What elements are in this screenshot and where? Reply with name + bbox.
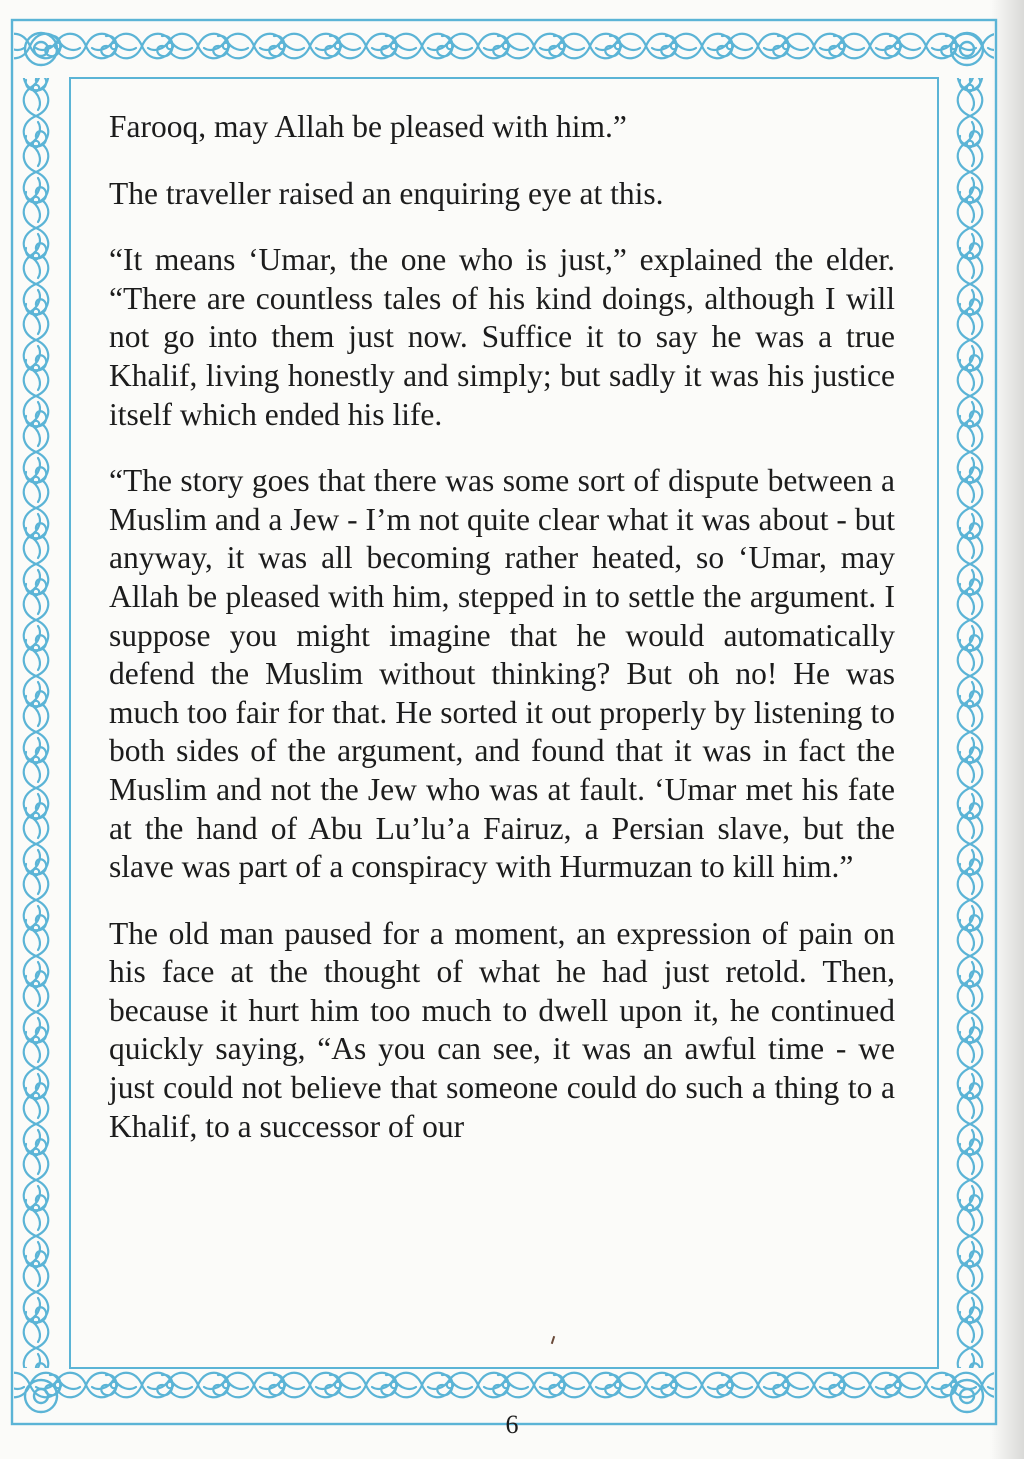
paragraph-4: “The story goes that there was some sort of dispute between a Muslim and a Jew - I’m not quite clear what it was about - but anyway, it was all becoming rather heated, so ‘Umar, may Allah be pleased with him, stepped in to settle the argument. I suppose you might imagine that he would automatically defend the Muslim without thinking? But oh no! He was much too fair for that. He sorted it out properly by listening to both sides of the argument, and found that it was in fact the Muslim and not the Jew who was at fault. ‘Umar met his fate at the hand of Abu Lu’lu’a Fairuz, a Persian slave, but the slave was part of a conspiracy with Hurmuzan to kill him.”	[109, 463, 895, 885]
paragraph-3: “It means ‘Umar, the one who is just,” explained the elder. “There are countless tales of his kind doings, although I will not go into them just now. Suffice it to say he was a true Khalif, living honestly and simply; but sadly it was his justice itself which ended his life.	[109, 242, 895, 432]
paragraph-1: Farooq, may Allah be pleased with him.”	[109, 109, 627, 144]
paragraph-2: The traveller raised an enquiring eye at this.	[109, 175, 664, 211]
border-top-band	[14, 22, 994, 76]
border-right-band	[940, 78, 994, 1368]
paragraph-5: The old man paused for a moment, an expression of pain on his face at the thought of what he had just retold. Then, because it hurt him too much to dwell upon it, he continued quickly saying, “As you can see, it was an awful time - we just could not believe that someone could do such a thing to a Khalif, to a successor of our	[109, 915, 895, 1144]
page-number: 6	[505, 1410, 519, 1439]
body-text	[109, 108, 895, 1174]
border-left-band	[14, 78, 68, 1368]
